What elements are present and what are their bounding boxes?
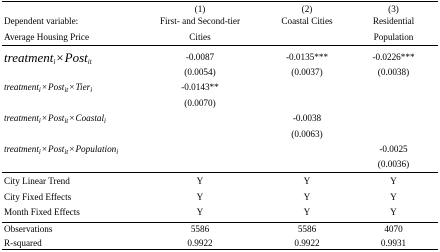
row-label-coastal [4,113,106,127]
se-coastal: (0.0063) [291,129,323,139]
var-treatment: treatment [4,82,39,92]
stat-observations-1: 5586 [190,224,210,234]
stat-r-squared-2: 0.9922 [294,238,320,248]
dependent-variable-name: Average Housing Price [4,32,90,42]
dependent-variable-label: Dependent variable: [4,16,79,26]
se-tier: (0.0070) [184,98,216,108]
var-treatment: treatment [4,144,39,154]
control-month-fe-2: Y [303,207,311,217]
stat-r-squared-3: 0.9931 [380,238,407,248]
times-symbol: × [41,82,48,92]
coef-population: -0.0025 [379,144,408,154]
column-header-3-line1: Residential [372,16,415,26]
column-number-1: (1) [194,4,206,14]
var-post: Post [48,113,65,123]
row-label-treatment-post [4,52,92,68]
sub-i: i [38,117,41,125]
coef-coastal: -0.0038 [292,113,322,123]
times-symbol: × [69,113,75,123]
stat-label-r-squared: R-squared [4,238,42,248]
times-symbol: × [41,144,48,154]
control-city-fe-2: Y [303,192,311,202]
header-rule [2,45,438,46]
control-city-fe-1: Y [196,192,204,202]
column-header-1-line2: Cities [189,32,211,42]
se-main-2: (0.0037) [291,67,323,77]
row-label-population [4,144,118,158]
column-header-2-line1: Coastal Cities [281,16,333,26]
sub-it: it [87,58,92,66]
se-main-3: (0.0038) [377,67,410,77]
control-label-month-fe: Month Fixed Effects [4,207,80,217]
column-number-3: (3) [388,4,399,14]
column-number-2: (2) [301,4,313,14]
control-month-fe-3: Y [390,207,397,217]
row-label-tier [4,82,92,96]
control-month-fe-1: Y [196,207,204,217]
sub-i: i [38,86,41,94]
var-post: Post [48,144,65,154]
var-tier: Tier [75,82,91,92]
stat-observations-3: 4070 [384,224,403,234]
times-symbol: × [69,144,75,154]
control-city-trend-1: Y [196,176,204,186]
var-treatment: treatment [4,113,39,123]
control-city-trend-2: Y [303,176,311,186]
stat-label-observations: Observations [4,224,53,234]
sub-it: it [64,148,69,156]
sub-it: it [64,117,69,125]
coef-main-2: -0.0135*** [285,52,329,62]
sub-i: i [104,117,106,125]
stats-rule [2,222,438,223]
var-coastal: Coastal [75,113,105,123]
control-label-city-fe: City Fixed Effects [4,192,72,202]
var-population: Population [75,144,117,154]
sub-it: it [64,86,69,94]
control-city-trend-3: Y [390,176,397,186]
sub-i: i [53,58,56,66]
times-symbol: × [56,50,64,65]
control-label-city-trend: City Linear Trend [4,176,70,186]
sub-i: i [90,86,93,94]
sub-i: i [116,148,119,156]
column-header-3-line2: Population [373,32,414,42]
se-main-1: (0.0054) [184,67,216,77]
times-symbol: × [69,82,75,92]
coef-main-1: -0.0087 [185,52,215,62]
se-population: (0.0036) [377,159,410,169]
bottom-rule [2,249,438,250]
var-post: Post [64,50,88,65]
times-symbol: × [41,113,48,123]
body-rule [2,172,438,173]
stat-observations-2: 5586 [297,224,317,234]
var-post: Post [48,82,65,92]
var-treatment: treatment [4,50,54,65]
coef-tier: -0.0143** [181,82,219,92]
coef-main-3: -0.0226*** [372,52,415,62]
control-city-fe-3: Y [390,192,397,202]
top-rule [2,1,438,2]
stat-r-squared-1: 0.9922 [187,238,213,248]
column-header-1-line1: First- and Second-tier [159,16,241,26]
sub-i: i [38,148,41,156]
